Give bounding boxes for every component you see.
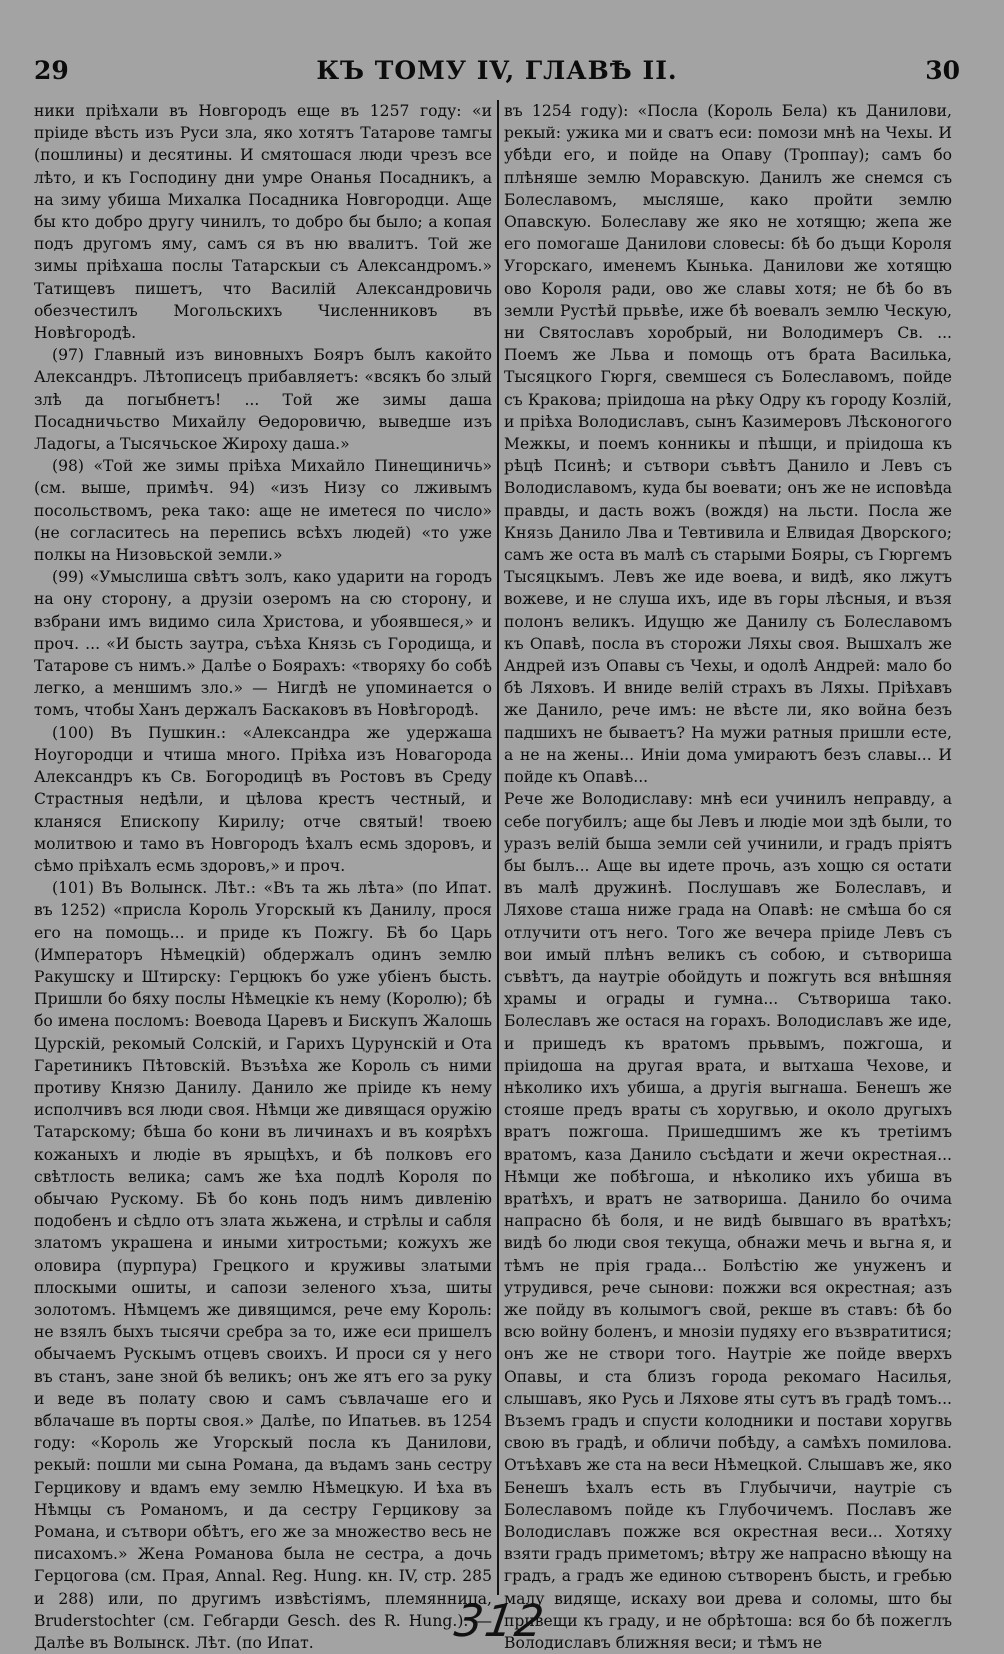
page-number-right: 30 (925, 55, 960, 85)
handwritten-page-number: 312 (451, 1596, 549, 1647)
right-column (504, 100, 952, 1653)
note-97: (97) Главный изъ виновныхъ Бояръ былъ какойто Александръ. Лѣтописецъ прибавляетъ: «всякъ бо злый злѣ да погыбнетъ! ... Той же зимы даша Посадничьство Михайлу Ѳедоровичю, выведше изъ Ладогы, а Тысячьское Жироху даша.» (34, 346, 492, 454)
left-column (34, 100, 492, 1653)
page-number-left: 29 (34, 55, 69, 85)
column-divider (497, 100, 499, 1595)
note-98: (98) «Той же зимы пріѣха Михайло Пинещиничь» (см. выше, примѣч. 94) «изъ Низу со лживымъ посольствомъ, река тако: аще не иметеся по число» (не согласитесь на перепись всѣхъ людей) «то уже полкы на Низовьской земли.» (34, 457, 492, 565)
running-title: КЪ ТОМУ IV, ГЛАВѢ II. (316, 55, 678, 85)
note-99: (99) «Умыслиша свѣтъ золъ, како ударити на городъ на ону сторону, а друзіи озеромъ на сю сторону, и взбрани имъ видимо сила Христова, и убоявшеся,» и проч. ... «И бысть заутра, съѣха Князь съ Городища, и Татарове съ нимъ.» Далѣе о Боярахъ: «творяху бо собѣ легко, а меншимъ зло.» — Нигдѣ не упоминается о томъ, чтобы Ханъ держалъ Баскаковъ въ Новѣгородѣ. (34, 568, 492, 720)
paragraph-continued-right: въ 1254 году): «Посла (Король Бела) къ Данилови, рекый: ужика ми и сватъ еси: помози мнѣ на Чехы. И убѣди его, и пойде на Опаву (Троппау); самъ бо плѣняше землю Моравскую. Данилъ же снемся съ Болеславомъ, мысляше, како пройти землю Опавскую. Болеславу же яко не хотящю; жепа же его помогаше Данилови словесы: бѣ бо дъщи Короля Угорскаго, именемъ Кынька. Данилови же хотящю ово Короля ради, ово же славы хотя; не бѣ бо въ земли Рустѣй прьвѣе, иже бѣ воевалъ землю Ческую, ни Святославъ хоробрый, ни Володимеръ Св. ... Поемъ же Льва и помощь отъ брата Василька, Тысяцкого Гюргя, свемшеся съ Болеславомъ, пойде съ Кракова; пріидоша на рѣку Одру къ городу Козлій, и пріѣха Володиславъ, сынъ Казимеровъ Лѣсконогого Межкы, и поемъ конникы и пѣшци, и пріидоша къ рѣцѣ Псинѣ; и сътвори съвѣтъ Данило и Левъ съ Володиславомъ, куда бы воевати; онъ же не исповѣда правды, и дасть вожъ (вождя) на льсти. Посла же Князь Данило Лва и Тевтивила и Елвидая Дворского; самъ же оста въ малѣ съ старыми Бояры, съ Гюргемъ Тысяцкымъ. Левъ же иде воева, и видѣ, яко лжутъ вожеве, и не слуша ихъ, иде въ горы лѣсныя, и възя полонъ великъ. Идущю же Данилу съ Болеславомъ къ Опавѣ, посла въ сторожи Ляхы своя. Вышхалъ же Андрей изъ Опавы съ Чехы, и одолѣ Андрей: мало бо бѣ Ляховъ. И вниде велій страхъ въ Ляхы. Пріѣхавъ же Данило, рече имъ: не вѣсте ли, яко война безъ падшихъ не бываетъ? На мужи ратныя пришли есте, а не на жены... Иніи дома умираютъ безъ славы... И пойде къ Опавѣ... (504, 102, 952, 787)
note-100: (100) Въ Пушкин.: «Александра же удержаша Ноугородци и чтиша много. Пріѣха изъ Новагорода Александръ къ Св. Богородицѣ въ Ростовъ въ Среду Страстныя недѣли, и цѣлова крестъ честный, и кланяся Епископу Кирилу; отче святый! твоею молитвою и тамо въ Новгородъ ѣхалъ есмь здоровъ, и сѣмо пріѣхалъ есмь здоровъ,» и проч. (34, 723, 492, 875)
paragraph-continued: ники пріѣхали въ Новгородъ еще въ 1257 году: «и пріиде вѣсть изъ Руси зла, яко хотятъ Татарове тамгы (пошлины) и десятины. И смятошася люди чрезъ все лѣто, и къ Господину дни умре Онанья Посадникъ, а на зиму убиша Михалка Посадника Новгородци. Аще бы кто добро другу чинилъ, то добро бы было; а копая подъ другомъ яму, самъ ся въ ню ввалитъ. Той же зимы пріѣхаша послы Татарскыи съ Александромъ.» Татищевъ пишетъ, что Василій Александровичь обезчестилъ Могольскихъ Численниковъ въ Новѣгородѣ. (34, 102, 492, 343)
paragraph-right-2: Рече же Володиславу: мнѣ еси учинилъ неправду, а себе погубилъ; аще бы Левъ и людіе мои здѣ были, то уразъ велій быша земли сей учинили, и градъ пріятъ бы былъ... Аще вы идете прочь, азъ хощю ся остати въ малѣ дружинѣ. Послушавъ же Болеславъ, и Ляхове сташа ниже града на Опавѣ: не смѣша бо ся отлучити отъ него. Того же вечера пріиде Левъ съ вои имый плѣнъ великъ съ собою, и сътвориша съвѣтъ, да наутріе обойдуть и пожгуть вся внѣшняя храмы и ограды и гумна... Сътвориша тако. Болеславъ же остася на горахъ. Володиславъ же иде, и пришедъ къ вратомъ прьвымъ, пожгоша, и пріидоша на другая врата, и вытхаша Чехове, и нѣколико ихъ убиша, а другія выгнаша. Бенешъ же стояше предъ враты съ хоругвью, и около другыхъ вратъ пожгоша. Пришедшимъ же къ третіимъ вратомъ, каза Данило съсѣдати и жечи окрестная... Нѣмци же побѣгоша, и нѣколико ихъ убиша въ вратѣхъ, и вратъ не затвориша. Данило бо очима напрасно бѣ боля, и не видѣ бывшаго въ вратѣхъ; видѣ бо люди своя текуща, обнажи мечь и вьгна я, и тѣмъ не прія града... Болѣстію же унуженъ и утрудився, рече сынови: пожжи вся окрестная; азъ же пойду въ колымогъ свой, рекше въ ставъ: бѣ бо всю войну боленъ, и мнозіи пудяху его възвратитися; онъ же не створи того. Наутріе же пойде вверхъ Опавы, и ста близъ города рекомаго Насилья, слышавъ, яко Русь и Ляхове яты сутъ въ градѣ томъ... Въземъ градъ и спусти колодники и постави хоругвь свою въ градѣ, и обличи побѣду, а самѣхъ помилова. Отъѣхавъ же ста на веси Нѣмецкой. Слышавъ же, яко Бенешъ ѣхалъ есть въ Глубычичи, наутріе съ Болеславомъ пойде къ Глубочичемъ. Пославъ же Володиславъ пожже вся окрестная веси... Хотяху взяти градъ приметомъ; вѣтру же напрасно вѣющу на градъ, а градъ же единою сътворенъ бысть, и гребью малу видяще, искаху вои древа и соломы, што бы привещи къ граду, и не обрѣтоша: вся бо бѣ пожеглъ Володиславъ ближняя веси; и тѣмъ не (504, 790, 952, 1653)
page-header (34, 50, 960, 90)
note-101: (101) Въ Волынск. Лѣт.: «Въ та жь лѣта» (по Ипат. въ 1252) «присла Король Угорскый къ Данилу, прося его на помощь... и приде къ Пожгу. Бѣ бо Царь (Императоръ Нѣмецкій) обдержалъ одинъ землю Ракушску и Штирску: Герцюкъ бо уже убіенъ бысть. Пришли бо бяху послы Нѣмецкіе къ нему (Королю); бѣ бо имена посломъ: Воевода Царевъ и Бискупъ Жалошь Цурскій, рекомый Солскій, и Гарихъ Цурунскій и Ота Гаретиникъ Пѣтовскій. Възъѣха же Король съ ними противу Князю Данилу. Данило же пріиде къ нему исполчивъ вся люди своя. Нѣмци же дивящася оружію Татарскому; бѣша бо кони въ личинахъ и въ коярѣхъ кожаныхъ и людіе въ ярыцѣхъ, и бѣ полковъ его свѣтлость велика; самъ же ѣха подлѣ Короля по обычаю Рускому. Бѣ бо конь подъ нимъ дивленію подобенъ и сѣдло отъ злата жьжена, и стрѣлы и сабля златомъ украшена и иными хитростьми; кожухъ же оловира (пурпура) Грецкого и круживы златыми плоскыми ошиты, и сапози зеленого хъза, шиты золотомъ. Нѣмцемъ же дивящимся, рече ему Король: не взялъ быхъ тысячи сребра за то, иже еси пришелъ обычаемъ Рускымъ отцевъ своихъ. И проси ся у него въ станъ, зане зной бѣ великъ; онъ же ятъ его за руку и веде въ полату свою и самъ съвлачаше его и вблачаше въ порты своя.» Далѣе, по Ипатьев. въ 1254 году: «Король же Угорскый посла къ Данилови, рекый: пошли ми сына Романа, да въдамъ зань сестру Герцикову и вдамъ ему землю Нѣмецкую. И ѣха въ Нѣмцы съ Романомъ, и да сестру Герцикову за Романа, и сътвори обѣтъ, его же за множество весь не писахомъ.» Жена Романова была не сестра, а дочь Герцогова (см. Прая, Annal. Reg. Hung. кн. IV, стр. 285 и 288) или, по другимъ извѣстіямъ, племянница, Bruderstochter (см. Гебгарди Gesch. des R. Hung.). — Далѣе въ Волынск. Лѣт. (по Ипат. (34, 879, 492, 1653)
